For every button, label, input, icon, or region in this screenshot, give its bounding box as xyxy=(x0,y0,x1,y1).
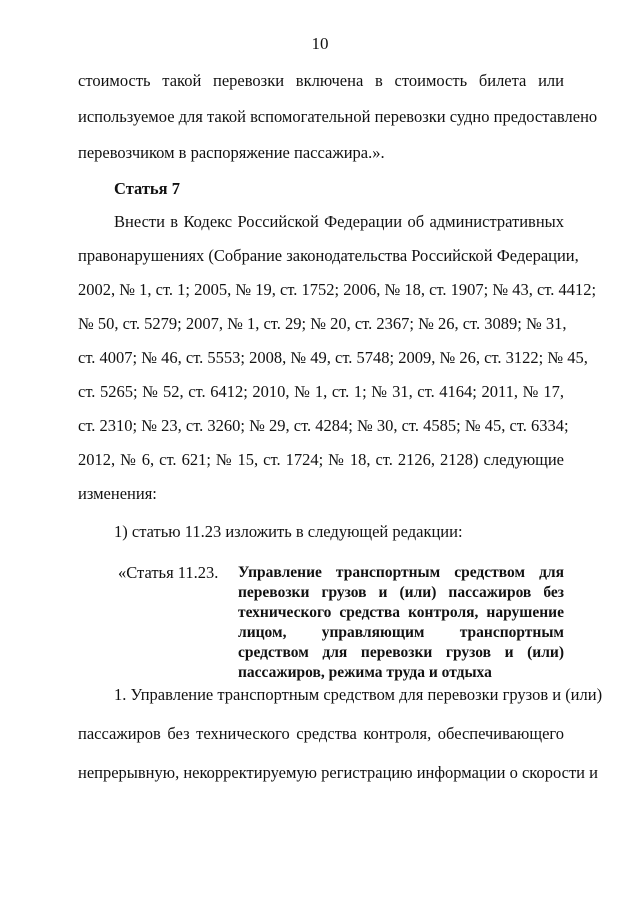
article-body-line-8: 2012, № 6, ст. 621; № 15, ст. 1724; № 18, ст. 2126, 2128) следующие xyxy=(78,450,564,469)
quoted-article-title xyxy=(238,563,564,683)
quoted-title-line-1: Управление транспортным средством для xyxy=(238,564,564,581)
quoted-title-line-2: перевозки грузов и (или) пассажиров без xyxy=(238,584,564,601)
article-body-line-6: ст. 5265; № 52, ст. 6412; 2010, № 1, ст. 1; № 31, ст. 4164; 2011, № 17, xyxy=(78,382,564,401)
quoted-title-line-4: лицом, управляющим транспортным xyxy=(238,624,564,641)
article-heading: Статья 7 xyxy=(114,179,180,198)
article-body-line-7: ст. 2310; № 23, ст. 3260; № 29, ст. 4284; № 30, ст. 4585; № 45, ст. 6334; xyxy=(78,416,569,435)
part-1-line-1: 1. Управление транспортным средством для перевозки грузов и (или) xyxy=(114,685,603,704)
continuation-line-1: стоимость такой перевозки включена в стоимость билета или xyxy=(78,71,564,90)
article-body-line-2: правонарушениях (Собрание законодательства Российской Федерации, xyxy=(78,246,579,265)
article-body-line-5: ст. 4007; № 46, ст. 5553; 2008, № 49, ст. 5748; 2009, № 26, ст. 3122; № 45, xyxy=(78,348,588,367)
article-body-line-4: № 50, ст. 5279; 2007, № 1, ст. 29; № 20, ст. 2367; № 26, ст. 3089; № 31, xyxy=(78,314,567,333)
continuation-line-2: используемое для такой вспомогательной перевозки судно предоставлено xyxy=(78,107,598,126)
page-number: 10 xyxy=(311,34,329,53)
quoted-article-label: «Статья 11.23. xyxy=(118,563,219,582)
quoted-title-line-6: пассажиров, режима труда и отдыха xyxy=(238,664,492,681)
quoted-title-line-3: технического средства контроля, нарушение xyxy=(238,604,564,621)
continuation-line-3: перевозчиком в распоряжение пассажира.». xyxy=(78,143,385,162)
amendment-item-1: 1) статью 11.23 изложить в следующей редакции: xyxy=(114,522,463,541)
part-1-line-3: непрерывную, некорректируемую регистрацию информации о скорости и xyxy=(78,763,598,782)
quoted-title-line-5: средством для перевозки грузов и (или) xyxy=(238,644,564,661)
article-body-line-3: 2002, № 1, ст. 1; 2005, № 19, ст. 1752; 2006, № 18, ст. 1907; № 43, ст. 4412; xyxy=(78,280,597,299)
article-body-line-1: Внести в Кодекс Российской Федерации об административных xyxy=(114,212,564,231)
part-1-line-2: пассажиров без технического средства контроля, обеспечивающего xyxy=(78,724,564,743)
article-body-line-9: изменения: xyxy=(78,484,157,503)
